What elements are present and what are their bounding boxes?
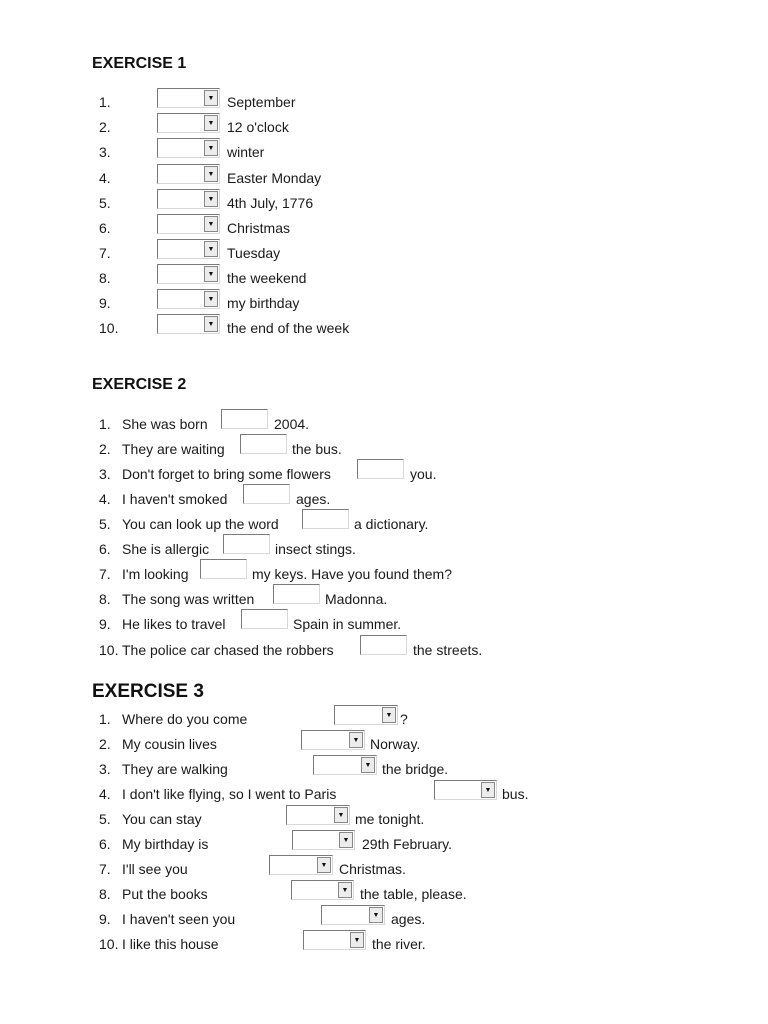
sentence-end: 2004. bbox=[274, 416, 310, 432]
answer-input[interactable] bbox=[302, 509, 349, 529]
sentence-end: my keys. Have you found them? bbox=[252, 566, 452, 582]
item-text: my birthday bbox=[227, 295, 300, 311]
sentence-start: My cousin lives bbox=[122, 736, 217, 752]
item-number: 7. bbox=[99, 566, 111, 582]
answer-dropdown[interactable] bbox=[157, 264, 220, 284]
item-text: September bbox=[227, 94, 296, 110]
sentence-end: ages. bbox=[296, 491, 331, 507]
item-number: 1. bbox=[99, 416, 111, 432]
answer-dropdown[interactable] bbox=[157, 289, 220, 309]
sentence-start: Put the books bbox=[122, 886, 208, 902]
sentence-end: the bridge. bbox=[382, 761, 449, 777]
sentence-start: I'll see you bbox=[122, 861, 188, 877]
sentence-end: the bus. bbox=[292, 441, 342, 457]
chevron-down-icon: ▼ bbox=[334, 807, 348, 823]
sentence-end: the streets. bbox=[413, 642, 483, 658]
exercise-2-title: EXERCISE 2 bbox=[92, 376, 187, 393]
item-number: 7. bbox=[99, 245, 111, 261]
sentence-start: She was born bbox=[122, 416, 208, 432]
answer-dropdown[interactable] bbox=[157, 113, 220, 133]
item-number: 7. bbox=[99, 861, 111, 877]
item-number: 3. bbox=[99, 761, 111, 777]
item-number: 9. bbox=[99, 616, 111, 632]
sentence-end: the table, please. bbox=[360, 886, 467, 902]
chevron-down-icon: ▼ bbox=[361, 757, 375, 773]
sentence-start: You can look up the word bbox=[122, 516, 279, 532]
item-number: 4. bbox=[99, 491, 111, 507]
chevron-down-icon: ▼ bbox=[350, 932, 364, 948]
item-number: 10. bbox=[99, 320, 119, 336]
chevron-down-icon: ▼ bbox=[204, 115, 218, 131]
item-number: 10. bbox=[99, 642, 119, 658]
sentence-start: They are walking bbox=[122, 761, 228, 777]
chevron-down-icon: ▼ bbox=[204, 90, 218, 106]
item-text: winter bbox=[227, 144, 265, 160]
answer-dropdown[interactable] bbox=[313, 755, 377, 775]
item-number: 9. bbox=[99, 911, 111, 927]
sentence-end: the river. bbox=[372, 936, 426, 952]
sentence-end: a dictionary. bbox=[354, 516, 429, 532]
answer-dropdown[interactable] bbox=[286, 805, 350, 825]
sentence-start: They are waiting bbox=[122, 441, 225, 457]
chevron-down-icon: ▼ bbox=[339, 832, 353, 848]
answer-dropdown[interactable] bbox=[157, 314, 220, 334]
sentence-end: Norway. bbox=[370, 736, 421, 752]
item-number: 1. bbox=[99, 711, 111, 727]
answer-input[interactable] bbox=[243, 484, 290, 504]
answer-dropdown[interactable] bbox=[157, 239, 220, 259]
item-text: 4th July, 1776 bbox=[227, 195, 314, 211]
item-number: 1. bbox=[99, 94, 111, 110]
sentence-end: ages. bbox=[391, 911, 426, 927]
chevron-down-icon: ▼ bbox=[369, 907, 383, 923]
chevron-down-icon: ▼ bbox=[204, 140, 218, 156]
answer-dropdown[interactable] bbox=[434, 780, 497, 800]
answer-dropdown[interactable] bbox=[303, 930, 366, 950]
item-number: 5. bbox=[99, 516, 111, 532]
item-number: 4. bbox=[99, 170, 111, 186]
chevron-down-icon: ▼ bbox=[204, 316, 218, 332]
sentence-start: He likes to travel bbox=[122, 616, 226, 632]
item-number: 5. bbox=[99, 195, 111, 211]
item-number: 2. bbox=[99, 119, 111, 135]
chevron-down-icon: ▼ bbox=[349, 732, 363, 748]
sentence-start: My birthday is bbox=[122, 836, 209, 852]
sentence-end: Madonna. bbox=[325, 591, 388, 607]
chevron-down-icon: ▼ bbox=[338, 882, 352, 898]
answer-dropdown[interactable] bbox=[157, 214, 220, 234]
answer-input[interactable] bbox=[357, 459, 404, 479]
answer-input[interactable] bbox=[200, 559, 247, 579]
sentence-end: Spain in summer. bbox=[293, 616, 402, 632]
item-text: Tuesday bbox=[227, 245, 281, 261]
chevron-down-icon: ▼ bbox=[204, 216, 218, 232]
sentence-end: bus. bbox=[502, 786, 529, 802]
item-number: 4. bbox=[99, 786, 111, 802]
answer-dropdown[interactable] bbox=[334, 705, 398, 725]
sentence-start: Don't forget to bring some flowers bbox=[122, 466, 331, 482]
answer-dropdown[interactable] bbox=[321, 905, 385, 925]
sentence-end: me tonight. bbox=[355, 811, 425, 827]
sentence-start: You can stay bbox=[122, 811, 202, 827]
answer-dropdown[interactable] bbox=[157, 88, 220, 108]
item-number: 2. bbox=[99, 736, 111, 752]
item-number: 9. bbox=[99, 295, 111, 311]
sentence-start: I don't like flying, so I went to Paris bbox=[122, 786, 337, 802]
answer-dropdown[interactable] bbox=[157, 138, 220, 158]
answer-dropdown[interactable] bbox=[301, 730, 365, 750]
sentence-start: I haven't smoked bbox=[122, 491, 228, 507]
chevron-down-icon: ▼ bbox=[481, 782, 495, 798]
item-number: 8. bbox=[99, 886, 111, 902]
sentence-start: The police car chased the robbers bbox=[122, 642, 334, 658]
answer-dropdown[interactable] bbox=[292, 830, 355, 850]
sentence-end: insect stings. bbox=[275, 541, 356, 557]
item-text: Easter Monday bbox=[227, 170, 322, 186]
chevron-down-icon: ▼ bbox=[317, 857, 331, 873]
sentence-start: I haven't seen you bbox=[122, 911, 236, 927]
chevron-down-icon: ▼ bbox=[204, 291, 218, 307]
item-number: 8. bbox=[99, 591, 111, 607]
item-number: 3. bbox=[99, 466, 111, 482]
answer-input[interactable] bbox=[221, 409, 268, 429]
answer-dropdown[interactable] bbox=[157, 164, 220, 184]
answer-input[interactable] bbox=[273, 584, 320, 604]
item-text: Christmas bbox=[227, 220, 291, 236]
item-text: the end of the week bbox=[227, 320, 350, 336]
answer-input[interactable] bbox=[240, 434, 287, 454]
item-number: 6. bbox=[99, 220, 111, 236]
sentence-end: you. bbox=[410, 466, 437, 482]
exercise-1-title: EXERCISE 1 bbox=[92, 55, 187, 72]
sentence-start: Where do you come bbox=[122, 711, 248, 727]
exercise-3-title: EXERCISE 3 bbox=[92, 681, 204, 702]
answer-input[interactable] bbox=[360, 635, 407, 655]
item-number: 6. bbox=[99, 541, 111, 557]
chevron-down-icon: ▼ bbox=[204, 266, 218, 282]
chevron-down-icon: ▼ bbox=[204, 166, 218, 182]
item-text: 12 o'clock bbox=[227, 119, 289, 135]
sentence-end: ? bbox=[400, 711, 408, 727]
sentence-end: 29th February. bbox=[362, 836, 453, 852]
item-number: 2. bbox=[99, 441, 111, 457]
sentence-start: She is allergic bbox=[122, 541, 210, 557]
sentence-end: Christmas. bbox=[339, 861, 406, 877]
item-number: 3. bbox=[99, 144, 111, 160]
item-number: 10. bbox=[99, 936, 119, 952]
sentence-start: The song was written bbox=[122, 591, 255, 607]
item-number: 6. bbox=[99, 836, 111, 852]
answer-input[interactable] bbox=[241, 609, 288, 629]
chevron-down-icon: ▼ bbox=[382, 707, 396, 723]
item-text: the weekend bbox=[227, 270, 307, 286]
item-number: 8. bbox=[99, 270, 111, 286]
answer-input[interactable] bbox=[223, 534, 270, 554]
chevron-down-icon: ▼ bbox=[204, 191, 218, 207]
answer-dropdown[interactable] bbox=[269, 855, 333, 875]
item-number: 5. bbox=[99, 811, 111, 827]
chevron-down-icon: ▼ bbox=[204, 241, 218, 257]
answer-dropdown[interactable] bbox=[291, 880, 354, 900]
sentence-start: I'm looking bbox=[122, 566, 189, 582]
sentence-start: I like this house bbox=[122, 936, 219, 952]
answer-dropdown[interactable] bbox=[157, 189, 220, 209]
